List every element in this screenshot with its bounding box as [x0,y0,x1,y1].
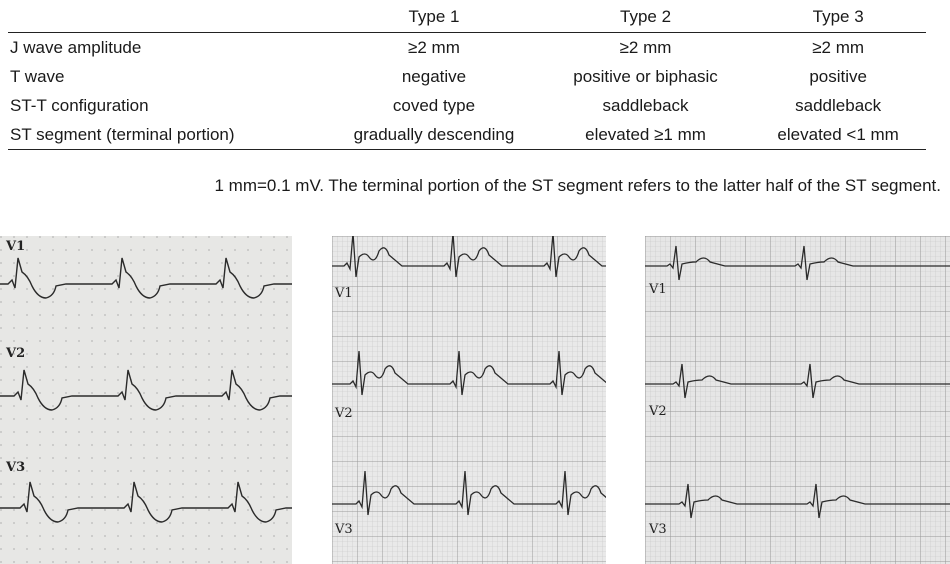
lead-label-v1: V1 [335,286,353,301]
table-row [8,33,926,63]
ecg-panel-type-3 [645,236,950,564]
cell: positive [809,66,867,86]
lead-label-v1: V1 [6,239,26,254]
cell: ≥2 mm [408,37,460,57]
lead-label-v2: V2 [649,404,667,419]
cell: saddleback [795,95,882,115]
row-label: ST segment (terminal portion) [8,120,327,150]
table-header-row [8,2,926,33]
ecg-tracing-type-3 [645,236,950,564]
ecg-tracing-type-1 [0,236,292,564]
ecg-tracing-type-2 [332,236,606,564]
lead-label-v2: V2 [6,346,26,361]
cell: ≥2 mm [619,37,672,57]
lead-label-v2: V2 [335,406,353,421]
header-blank [8,2,327,33]
lead-label-v3: V3 [335,522,353,537]
brugada-criteria-table [8,2,926,150]
cell: gradually descending [327,120,541,150]
lead-label-v3: V3 [649,522,667,537]
lead-label-v1: V1 [649,282,667,297]
cell: saddleback [602,95,689,115]
lead-label-v3: V3 [6,460,26,475]
header-type-3: Type 3 [750,2,926,33]
header-type-1: Type 1 [327,2,541,33]
ecg-panel-type-1 [0,236,292,564]
row-label: J wave amplitude [10,37,142,57]
cell: negative [401,66,467,86]
table-footnote: 1 mm=0.1 mV. The terminal portion of the ST segment refers to the latter half of the ST segment. [214,176,941,195]
table-row [8,62,926,91]
cell: ≥2 mm [812,37,865,57]
ecg-panel-type-2 [332,236,606,564]
cell: elevated <1 mm [750,120,926,150]
cell: coved type [392,95,476,115]
row-label: ST-T configuration [10,95,149,115]
table-row [8,120,926,150]
table-row [8,91,926,120]
cell: elevated ≥1 mm [541,120,751,150]
row-label: T wave [10,66,65,86]
cell: positive or biphasic [573,66,718,86]
header-type-2: Type 2 [541,2,751,33]
